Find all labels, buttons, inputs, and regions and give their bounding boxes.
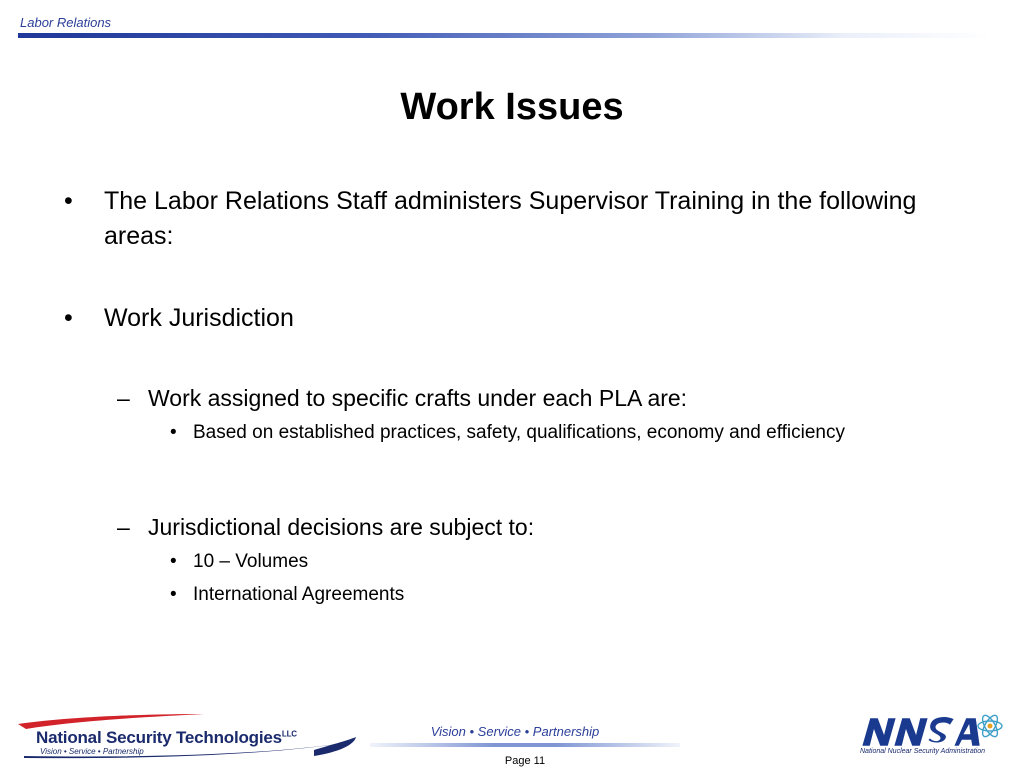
nstec-llc: LLC <box>281 729 297 739</box>
bullet-marker: • <box>64 187 73 215</box>
nstec-tagline: Vision • Service • Partnership <box>40 747 144 756</box>
subbullet-text: Work assigned to specific crafts under each PLA are: <box>148 385 688 411</box>
bullet-marker: • <box>170 422 177 443</box>
bullet-marker: • <box>64 304 73 332</box>
bullet-text: The Labor Relations Staff administers Supervisor Training in the following areas: <box>104 187 917 250</box>
nstec-name-text: National Security Technologies <box>36 728 282 747</box>
subsubbullet-text: Based on established practices, safety, qualifications, economy and efficiency <box>193 422 846 443</box>
page-number: Page 11 <box>504 755 546 767</box>
footer-rule <box>370 743 680 747</box>
subsubbullet-volumes <box>170 548 890 575</box>
dash-marker: – <box>117 385 130 411</box>
nnsa-logo <box>858 712 1008 760</box>
subsubbullet-text: International Agreements <box>193 584 405 605</box>
subsubbullet-international <box>170 581 890 608</box>
nnsa-caption: National Nuclear Security Administration <box>860 748 986 755</box>
subsubbullet-basis <box>170 419 890 446</box>
bullet-intro <box>64 184 944 254</box>
footer-tagline: Vision • Service • Partnership <box>430 724 600 739</box>
subbullet-text: Jurisdictional decisions are subject to: <box>148 514 535 540</box>
nstec-logo <box>14 712 359 762</box>
subsubbullet-text: 10 – Volumes <box>193 551 309 572</box>
header-label: Labor Relations <box>20 15 112 30</box>
bullet-text: Work Jurisdiction <box>104 304 294 332</box>
subbullet-assigned <box>117 383 917 413</box>
bullet-marker: • <box>170 551 177 572</box>
bullet-work-jurisdiction <box>64 301 944 336</box>
bullet-marker: • <box>170 584 177 605</box>
nstec-name <box>36 728 297 748</box>
subbullet-decisions <box>117 512 917 542</box>
nnsa-emblem-icon <box>858 712 1008 752</box>
dash-marker: – <box>117 514 130 540</box>
slide-title: Work Issues <box>400 86 624 128</box>
